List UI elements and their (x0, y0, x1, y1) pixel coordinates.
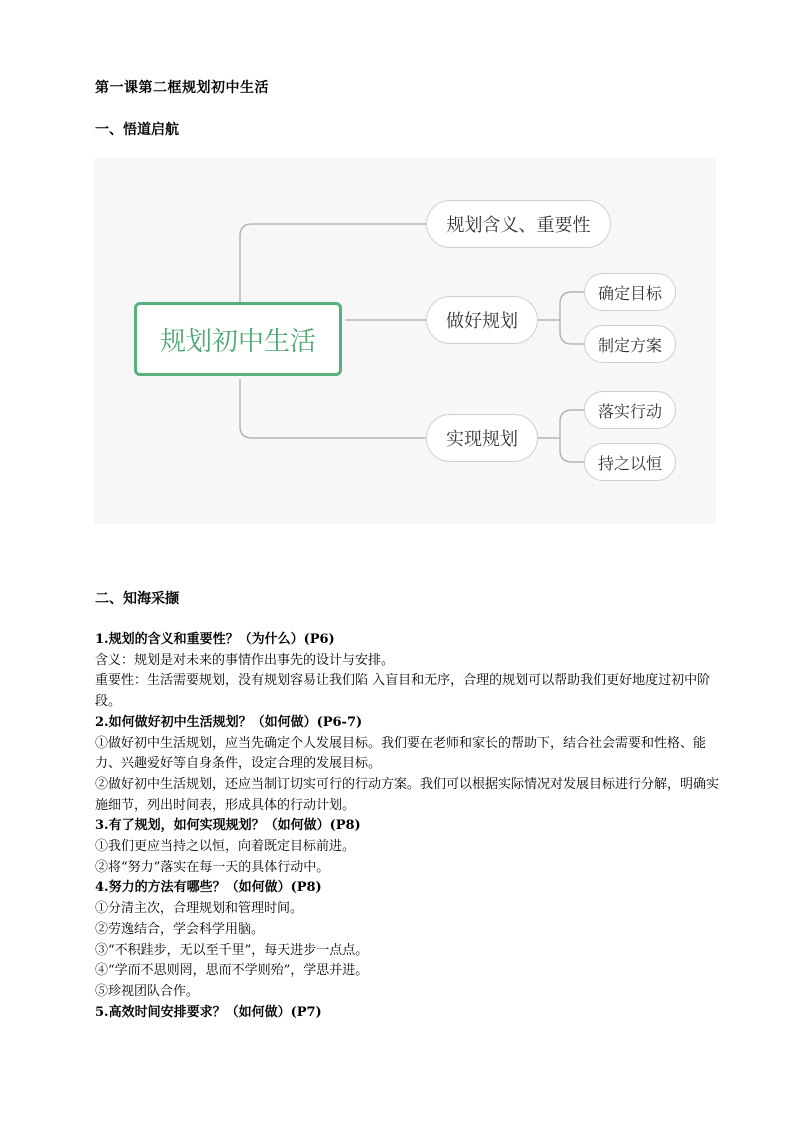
answer-line: ②做好初中生活规划，还应当制订切实可行的行动方案。我们可以根据实际情况对发展目标进行分解，明确实施细节，列出时间表，形成具体的行动计划。 (95, 776, 720, 813)
answer-line: ①我们更应当持之以恒，向着既定目标前进。 (95, 839, 356, 855)
mind-map-root: 规划初中生活 (134, 302, 342, 376)
question-3: 3.有了规划，如何实现规划？（如何做）(P8) (95, 818, 361, 834)
branch-realize-plan: 实现规划 (426, 414, 538, 462)
question-2: 2.如何做好初中生活规划？（如何做）(P6-7) (95, 714, 363, 730)
leaf-persevere: 持之以恒 (584, 443, 676, 481)
answer-line: ②将“努力”落实在每一天的具体行动中。 (95, 859, 330, 875)
answer-line: ②劳逸结合，学会科学用脑。 (95, 921, 265, 937)
section-heading-1: 一、悟道启航 (95, 122, 179, 138)
answer-line: 含义：规划是对未来的事情作出事先的设计与安排。 (95, 652, 395, 668)
answer-line: ①做好初中生活规划，应当先确定个人发展目标。我们要在老师和家长的帮助下，结合社会需要和性格、能力、兴趣爱好等自身条件，设定合理的发展目标。 (95, 735, 707, 772)
question-4: 4.努力的方法有哪些？（如何做）(P8) (95, 880, 322, 896)
branch-meaning-importance: 规划含义、重要性 (426, 200, 611, 248)
branch-make-plan: 做好规划 (426, 296, 538, 344)
answer-line: ①分清主次，合理规划和管理时间。 (95, 901, 304, 917)
answer-line: ⑤珍视团队合作。 (95, 983, 200, 999)
leaf-set-goal: 确定目标 (584, 273, 676, 311)
leaf-make-scheme: 制定方案 (584, 325, 676, 363)
question-1: 1.规划的含义和重要性？（为什么）(P6) (95, 632, 335, 647)
answer-line: ③“不积跬步，无以至千里”，每天进步一点点。 (95, 942, 369, 958)
leaf-take-action: 落实行动 (584, 391, 676, 429)
document-title: 第一课第二框规划初中生活 (95, 80, 269, 96)
qa-content (95, 630, 720, 1023)
mind-map (94, 158, 716, 524)
question-5: 5.高效时间安排要求？（如何做）(P7) (95, 1004, 322, 1020)
answer-line: 重要性：生活需要规划，没有规划容易让我们陷 入盲目和无序，合理的规划可以帮助我们更好地度过初中阶段。 (95, 673, 711, 710)
answer-line: ④“学而不思则罔，思而不学则殆”，学思并进。 (95, 963, 369, 979)
section-heading-2: 二、知海采撷 (95, 591, 179, 607)
